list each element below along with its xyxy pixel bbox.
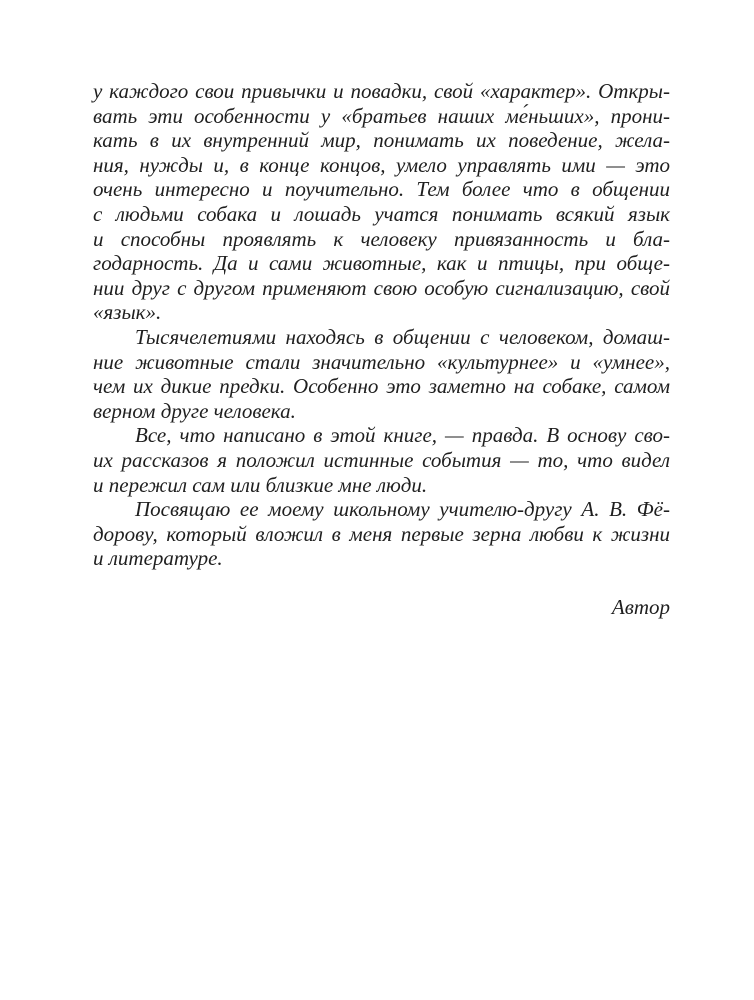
text-line: годарность. Да и сами животные, как и птицы, при обще- [93, 251, 670, 276]
paragraph [93, 423, 670, 497]
text-line: вать эти особенности у «братьев наших ме́ньших», прони- [93, 103, 670, 128]
text-line: Посвящаю ее моему школьному учителю-другу А. В. Фё- [135, 497, 670, 522]
text-line: ние животные стали значительно «культурнее» и «умнее», [93, 349, 670, 374]
text-line: нии друг с другом применяют свою особую сигнализацию, свой [93, 275, 670, 300]
text-line: «язык». [93, 300, 162, 325]
text-line: очень интересно и поучительно. Тем более что в общении [93, 177, 670, 202]
text-line: Все, что написано в этой книге, — правда. В основу сво- [135, 423, 670, 448]
text-line: и способны проявлять к человеку привязанность и бла- [93, 226, 670, 251]
paragraph [93, 79, 670, 325]
text-line: чем их дикие предки. Особенно это заметно на собаке, самом [93, 374, 670, 399]
text-line: у каждого свои привычки и повадки, свой «характер». Откры- [93, 79, 670, 103]
text-line: дорову, который вложил в меня первые зерна любви к жизни [93, 521, 670, 546]
text-line: и пережил сам или близкие мне люди. [93, 472, 428, 497]
text-line: кать в их внутренний мир, понимать их поведение, жела- [93, 128, 670, 153]
text-line: верном друге человека. [93, 398, 296, 423]
paragraph [93, 497, 670, 571]
text-line: и литературе. [93, 546, 223, 571]
text-line: ния, нужды и, в конце концов, умело управлять ими — это [93, 152, 670, 177]
paragraph [93, 325, 670, 423]
author-signature: Автор [611, 594, 670, 619]
text-line: с людьми собака и лошадь учатся понимать всякий язык [93, 201, 670, 226]
text-line: Тысячелетиями находясь в общении с человеком, домаш- [135, 324, 670, 349]
text-line: их рассказов я положил истинные события — то, что видел [93, 447, 670, 472]
text-block [93, 79, 670, 619]
